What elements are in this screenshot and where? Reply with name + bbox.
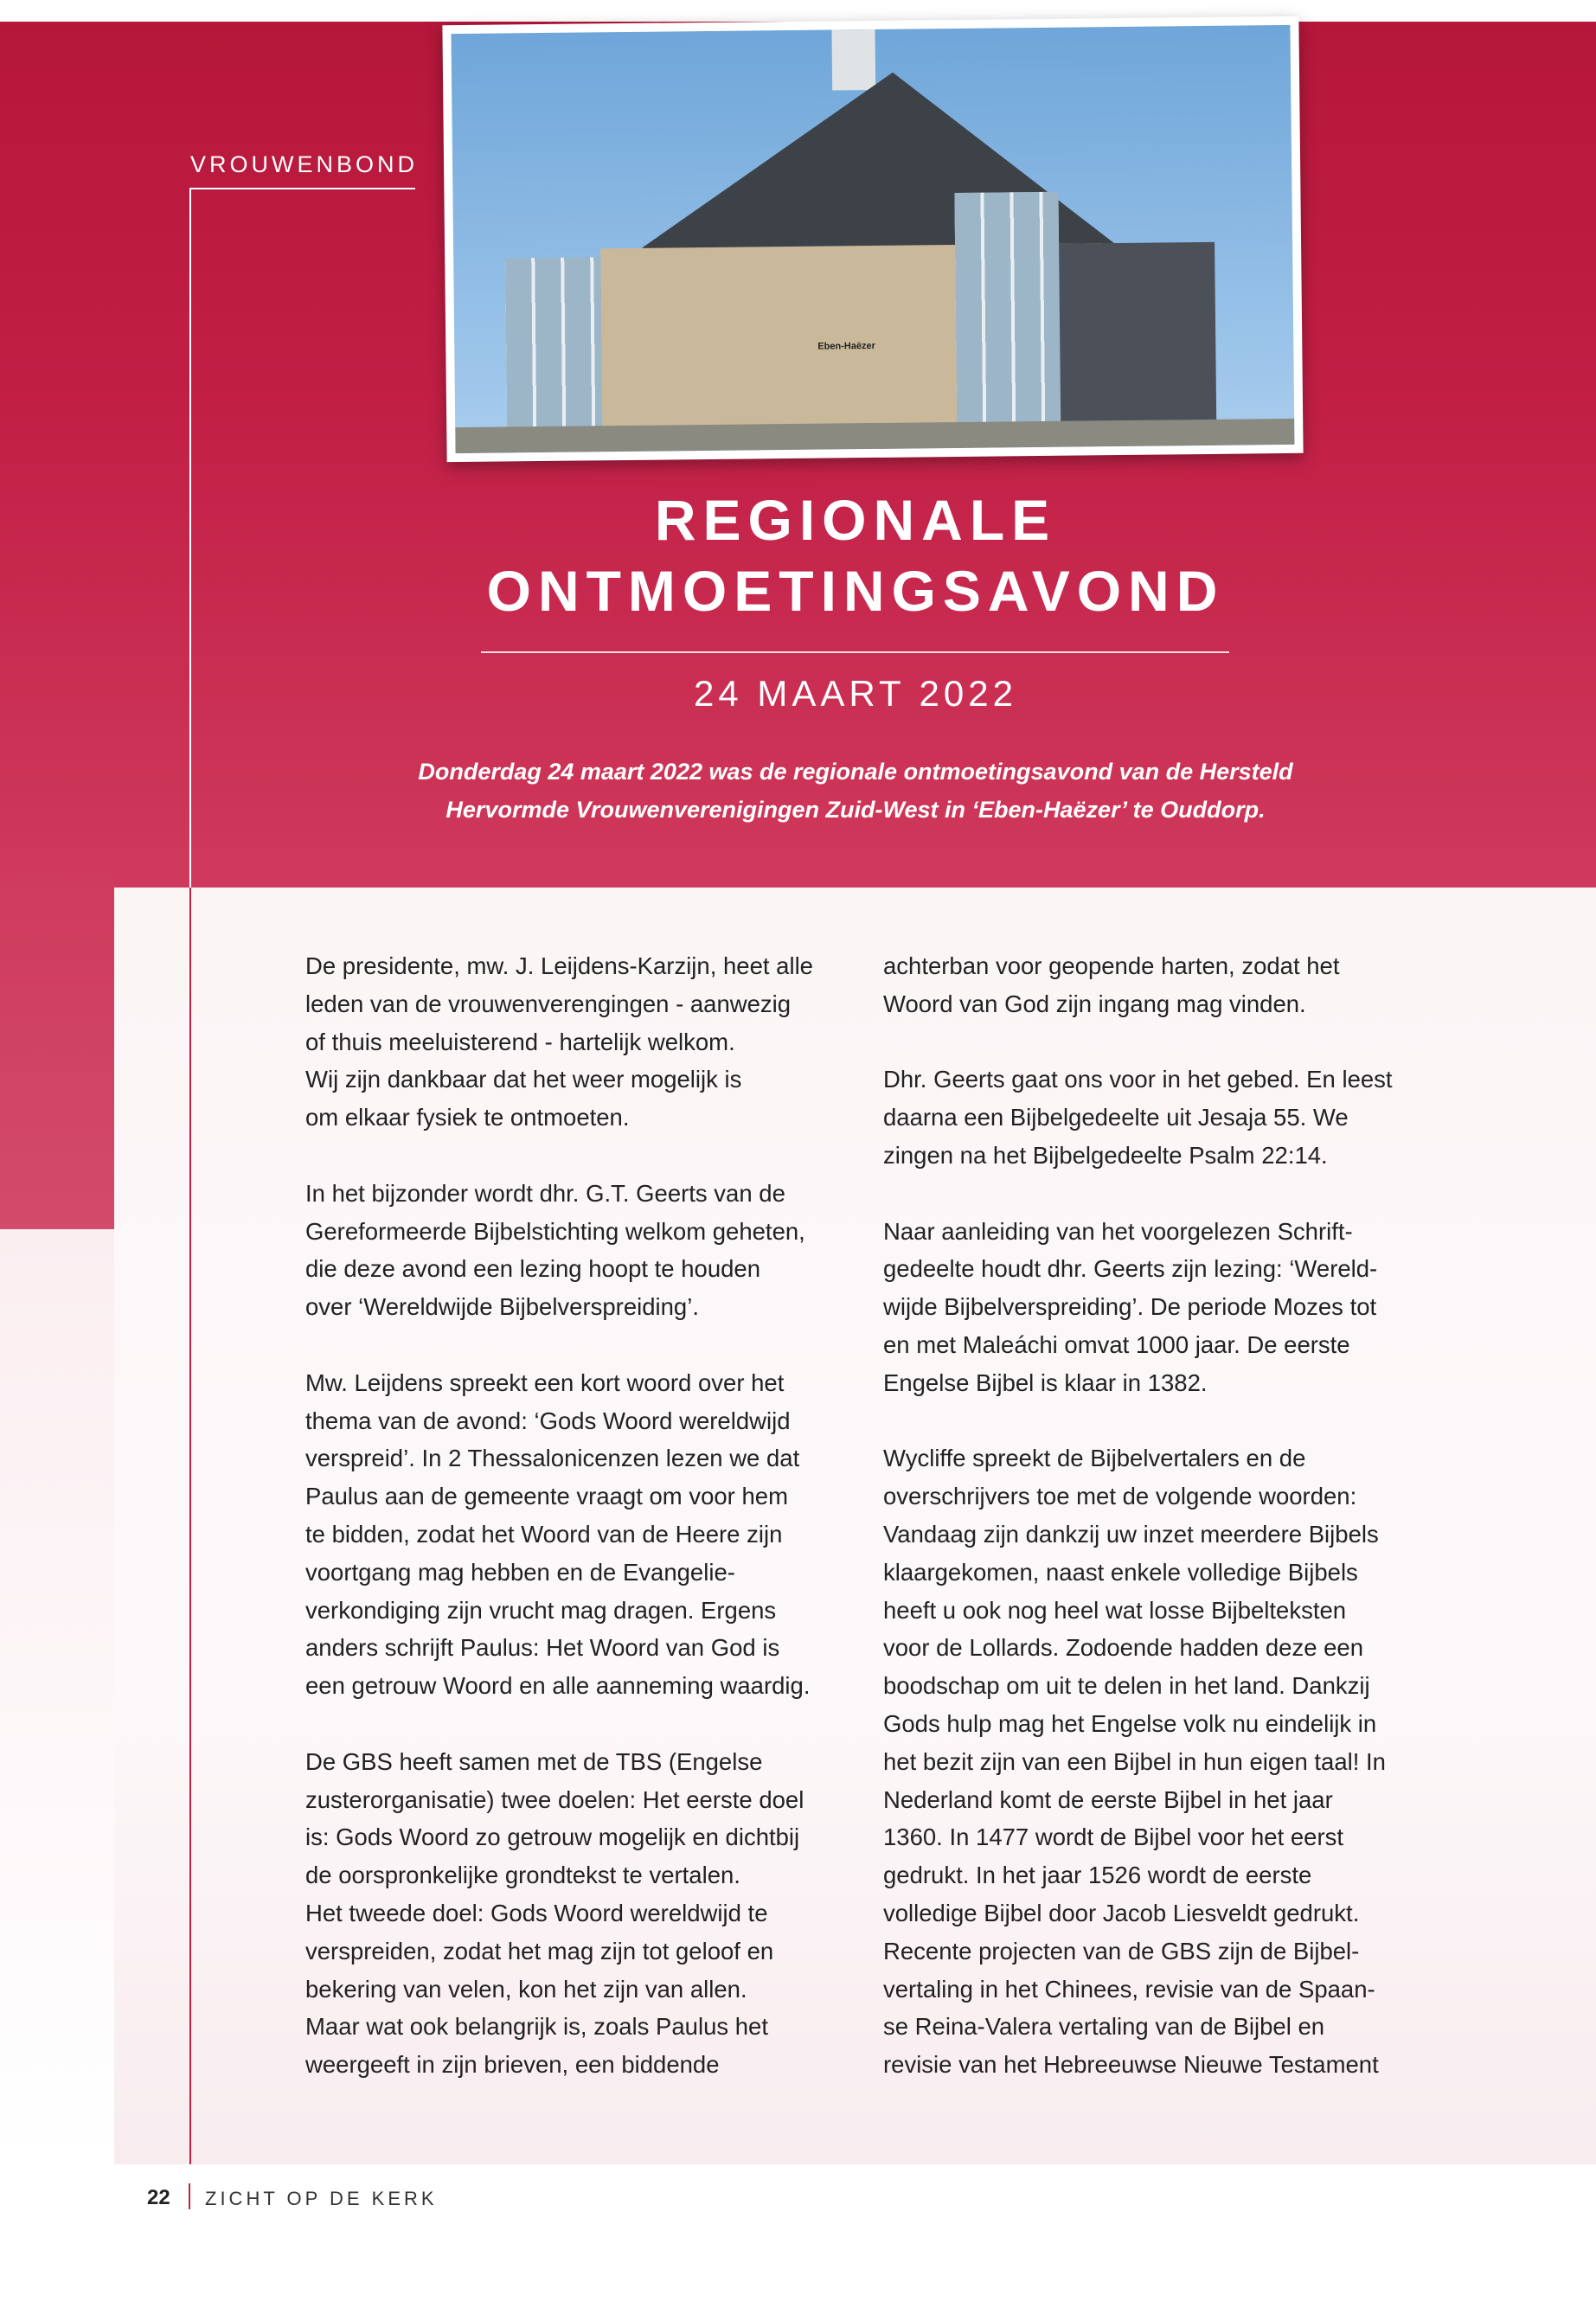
church-photo (442, 16, 1303, 462)
text-line: se Reina-Valera vertaling van de Bijbel en (883, 2013, 1325, 2041)
page-number: 22 (147, 2186, 170, 2209)
text-line: anders schrijft Paulus: Het Woord van God is (305, 1634, 780, 1662)
article-title-line-2: ONTMOETINGSAVOND (486, 559, 1225, 623)
text-line: zingen na het Bijbelgedeelte Psalm 22:14. (883, 1141, 1328, 1169)
text-line: verspreiden, zodat het mag zijn tot geloof en (305, 1937, 774, 1965)
label-underline (190, 188, 415, 189)
text-line: leden van de vrouwenverengingen - aanwezig (305, 990, 792, 1017)
text-line: overschrijvers toe met de volgende woorden: (883, 1483, 1357, 1510)
intro-line-1: Donderdag 24 maart 2022 was de regionale ontmoetingsavond van de Hersteld (418, 759, 1293, 785)
text-line: Maar wat ook belangrijk is, zoals Paulus het (305, 2013, 768, 2041)
text-line: over ‘Wereldwijde Bijbelverspreiding’. (305, 1293, 699, 1321)
text-line (305, 1137, 813, 1175)
text-line: Woord van God zijn ingang mag vinden. (883, 990, 1306, 1017)
text-line: verspreid’. In 2 Thessalonicenzen lezen we dat (305, 1445, 800, 1472)
text-line: boodschap om uit te delen in het land. Dankzij (883, 1672, 1370, 1700)
text-line: Nederland komt de eerste Bijbel in het jaar (883, 1785, 1333, 1813)
header-band-left (0, 865, 114, 1229)
text-line: In het bijzonder wordt dhr. G.T. Geerts van de (305, 1179, 785, 1207)
text-line: revisie van het Hebreeuwse Nieuwe Testament (883, 2051, 1379, 2079)
text-line: die deze avond een lezing hoopt te houden (305, 1255, 760, 1283)
text-line: volledige Bijbel door Jacob Liesveldt gedrukt. (883, 1899, 1360, 1926)
section-label: VROUWENBOND (190, 151, 419, 177)
text-line: Vandaag zijn dankzij uw inzet meerdere Bijbels (883, 1520, 1379, 1548)
glass-facade-left (505, 257, 602, 431)
text-line: Mw. Leijdens spreekt een kort woord over het (305, 1368, 785, 1396)
text-line: zusterorganisatie) twee doelen: Het eerste doel (305, 1785, 804, 1813)
text-line: klaargekomen, naast enkele volledige Bijbels (883, 1558, 1358, 1586)
text-line: en met Maleáchi omvat 1000 jaar. De eerste (883, 1330, 1350, 1358)
text-line: De GBS heeft samen met de TBS (Engelse (305, 1747, 763, 1775)
body-column-left (305, 947, 813, 2084)
text-line: Paulus aan de gemeente vraagt om voor hem (305, 1483, 788, 1510)
building-sign: Eben-Haëzer (817, 340, 875, 352)
text-line: Wij zijn dankbaar dat het weer mogelijk is (305, 1066, 742, 1093)
text-line: om elkaar fysiek te ontmoeten. (305, 1104, 630, 1131)
text-line: verkondiging zijn vrucht mag dragen. Ergens (305, 1596, 777, 1624)
text-line: heeft u ook nog heel wat losse Bijbelteksten (883, 1596, 1347, 1624)
text-line: een getrouw Woord en alle aanneming waardig. (305, 1672, 811, 1700)
text-line: voortgang mag hebben en de Evangelie- (305, 1558, 735, 1586)
text-line (883, 1023, 1393, 1061)
body-column-right (883, 947, 1393, 2084)
text-line (305, 1705, 813, 1743)
article-date: 24 MAART 2022 (694, 673, 1017, 714)
text-line: bekering van velen, kon het zijn van allen. (305, 1975, 747, 2003)
text-line: weergeeft in zijn brieven, een biddende (305, 2051, 720, 2079)
text-line: Naar aanleiding van het voorgelezen Schrift- (883, 1217, 1353, 1245)
text-line: gedeelte houdt dhr. Geerts zijn lezing: ‘Wereld- (883, 1255, 1378, 1283)
text-line: wijde Bijbelverspreiding’. De periode Mozes tot (883, 1293, 1377, 1321)
text-line (883, 1175, 1393, 1213)
text-line: Gereformeerde Bijbelstichting welkom geheten, (305, 1217, 805, 1245)
text-line: Het tweede doel: Gods Woord wereldwijd te (305, 1899, 768, 1926)
text-line: 1360. In 1477 wordt de Bijbel voor het eerst (883, 1823, 1344, 1851)
text-line (305, 1326, 813, 1364)
text-line: Dhr. Geerts gaat ons voor in het gebed. En leest (883, 1066, 1393, 1093)
text-line: is: Gods Woord zo getrouw mogelijk en dichtbij (305, 1823, 800, 1851)
text-line: gedrukt. In het jaar 1526 wordt de eerste (883, 1862, 1312, 1889)
text-line (883, 1402, 1393, 1440)
text-line: het bezit zijn van een Bijbel in hun eigen taal! In (883, 1747, 1386, 1775)
text-line: Engelse Bijbel is klaar in 1382. (883, 1368, 1208, 1396)
text-line: thema van de avond: ‘Gods Woord wereldwijd (305, 1407, 791, 1434)
article-title-line-1: REGIONALE (654, 488, 1057, 552)
text-line: te bidden, zodat het Woord van de Heere zijn (305, 1520, 783, 1548)
text-line: Gods hulp mag het Engelse volk nu eindelijk in (883, 1709, 1377, 1737)
text-line: De presidente, mw. J. Leijdens-Karzijn, heet alle (305, 952, 813, 979)
text-line: achterban voor geopende harten, zodat het (883, 952, 1340, 979)
text-line: Wycliffe spreekt de Bijbelvertalers en de (883, 1445, 1306, 1472)
annex (1059, 242, 1216, 434)
text-line: Recente projecten van de GBS zijn de Bijbel- (883, 1937, 1360, 1965)
text-line: voor de Lollards. Zodoende hadden deze een (883, 1634, 1364, 1662)
text-line: vertaling in het Chinees, revisie van de Spaan- (883, 1975, 1375, 2003)
text-line: de oorspronkelijke grondtekst te vertalen. (305, 1862, 740, 1889)
intro-line-2: Hervormde Vrouwenverenigingen Zuid-West in ‘Eben-Haëzer’ te Ouddorp. (445, 797, 1266, 823)
footer-separator (189, 2183, 190, 2209)
title-rule (481, 651, 1229, 653)
left-margin-fade (0, 1229, 114, 2163)
glass-facade-right (954, 192, 1061, 435)
text-line: of thuis meeluisterend - hartelijk welkom. (305, 1028, 735, 1055)
publication-name: ZICHT OP DE KERK (205, 2188, 438, 2209)
church-image (451, 25, 1294, 453)
text-line: daarna een Bijbelgedeelte uit Jesaja 55. We (883, 1104, 1349, 1131)
